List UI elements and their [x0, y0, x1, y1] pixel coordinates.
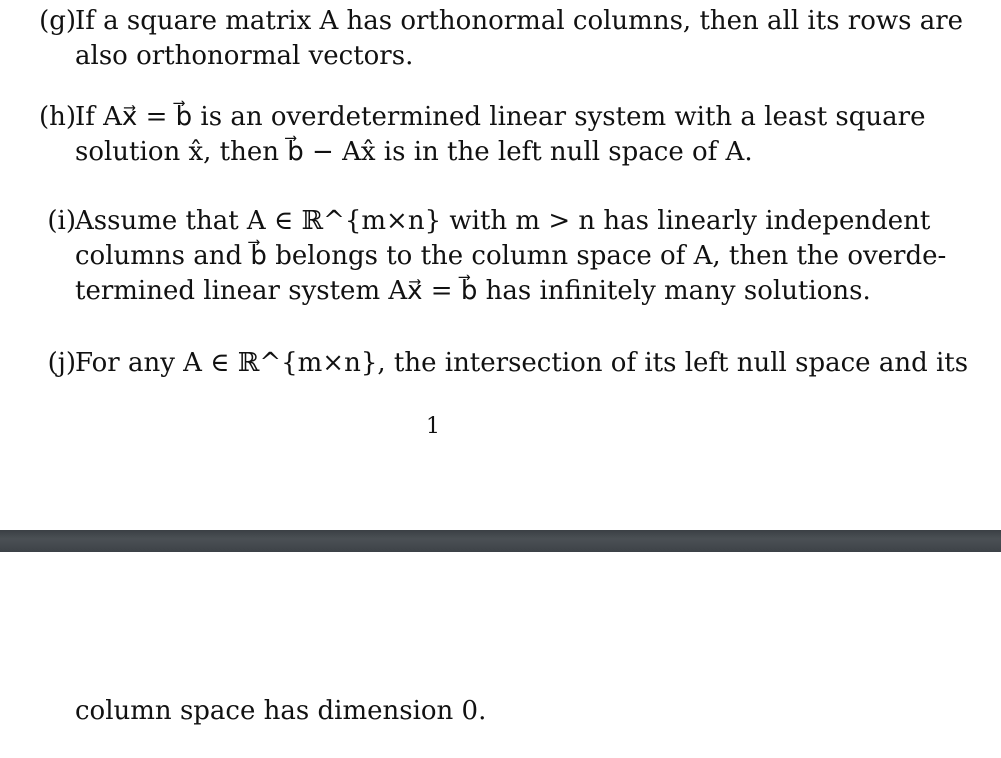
- statement-i: [24, 204, 947, 309]
- page-number: 1: [426, 414, 440, 439]
- statement-label: (i): [47, 206, 76, 236]
- statement-j: [24, 346, 969, 381]
- statement-g: [24, 4, 964, 74]
- statement-text: [75, 346, 969, 381]
- statement-line: If a square matrix A has orthonormal columns, then all its rows are: [75, 6, 964, 36]
- statement-line: Assume that A ∈ ℝ^{m×n} with m > n has linearly independent: [75, 206, 931, 236]
- statement-line: If Ax⃗ = b⃗ is an overdetermined linear system with a least square: [75, 102, 926, 132]
- statement-text: [75, 100, 926, 170]
- statement-text: [75, 204, 947, 309]
- statement-h: [24, 100, 926, 170]
- statement-text: [75, 4, 964, 74]
- statement-line: solution x̂, then b⃗ − Ax̂ is in the left null space of A.: [75, 137, 753, 167]
- statement-line: columns and b⃗ belongs to the column space of A, then the overde-: [75, 241, 947, 271]
- statement-label: (h): [38, 102, 76, 132]
- statement-line: termined linear system Ax⃗ = b⃗ has infinitely many solutions.: [75, 276, 871, 306]
- statement-label: (g): [39, 6, 76, 36]
- page-separator: [0, 530, 1001, 552]
- statement-label: (j): [47, 348, 76, 378]
- statement-j-continuation: column space has dimension 0.: [75, 696, 487, 726]
- statement-line: also orthonormal vectors.: [75, 41, 414, 71]
- statement-line: For any A ∈ ℝ^{m×n}, the intersection of its left null space and its: [75, 348, 969, 378]
